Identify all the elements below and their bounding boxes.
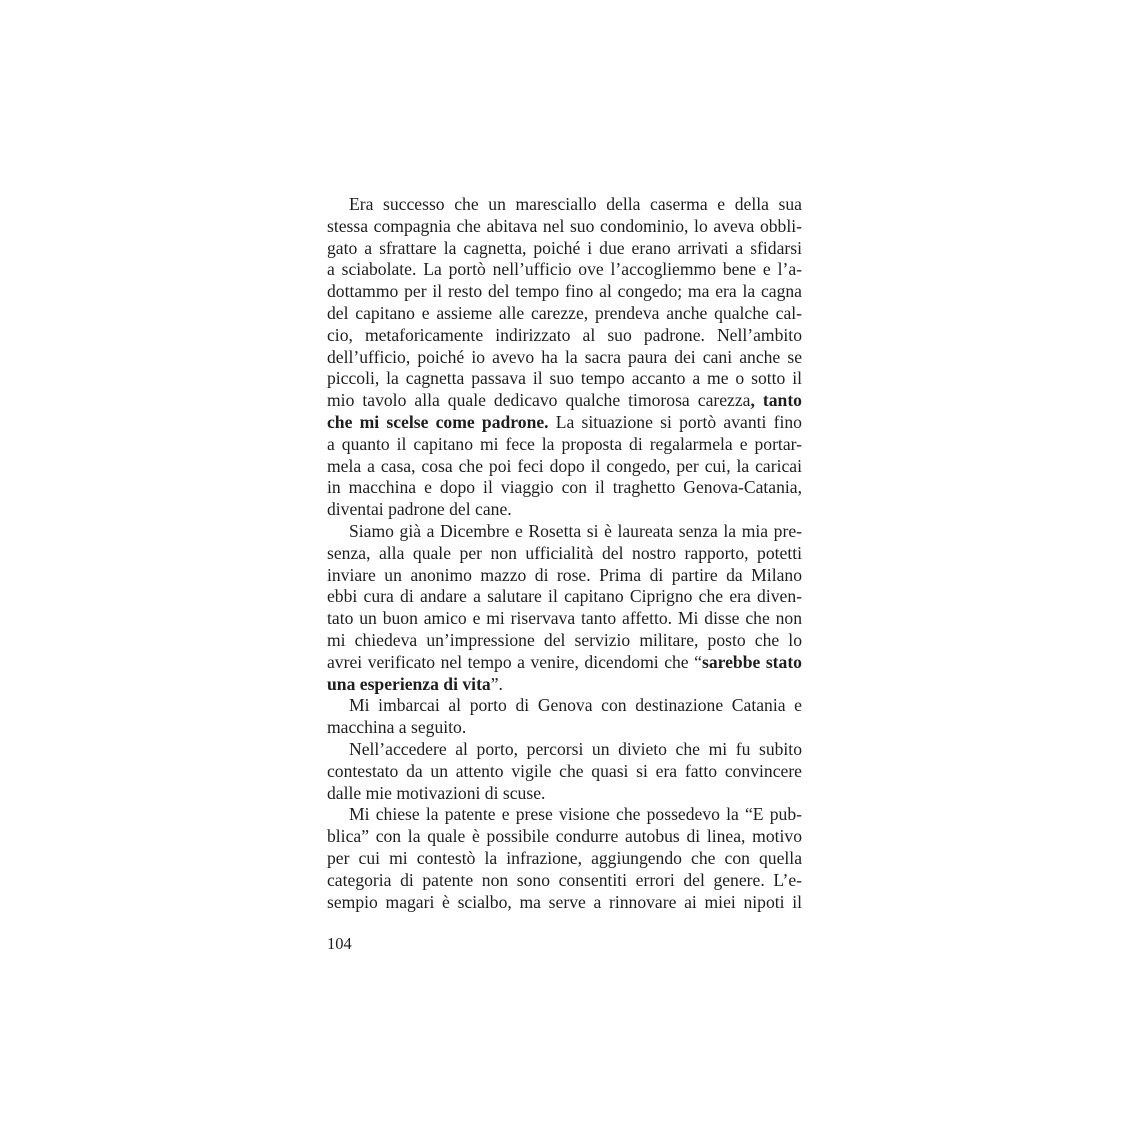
text-line: Mi chiese la patente e prese visione che possedevo la “E pub- <box>349 804 802 825</box>
text-line: Nell’accedere al porto, percorsi un divieto che mi fu subito <box>349 738 802 759</box>
text-line: Era successo che un maresciallo della caserma e della sua <box>349 194 802 214</box>
text-line: mela a casa, cosa che poi feci dopo il congedo, per cui, la caricai <box>327 455 802 476</box>
text-line: sempio magari è scialbo, ma serve a rinnovare ai miei nipoti il <box>327 891 802 912</box>
text-line: cio, metaforicamente indirizzato al suo padrone. Nell’ambito <box>327 324 802 345</box>
text-line: senza, alla quale per non ufficialità del nostro rapporto, potetti <box>327 542 802 563</box>
bold-emphasis: che mi scelse come padrone. <box>327 411 549 432</box>
text-line: piccoli, la cagnetta passava il suo tempo accanto a me o sotto il <box>327 368 802 389</box>
text-line: dalle mie motivazioni di scuse. <box>327 782 546 803</box>
text-line: una esperienza di vita”. <box>327 673 503 694</box>
text-line: gato a sfrattare la cagnetta, poiché i due erano arrivati a sfidarsi <box>327 237 802 258</box>
text-line: categoria di patente non sono consentiti errori del genere. L’e- <box>327 869 802 890</box>
text-line: mi chiedeva un’impressione del servizio militare, posto che lo <box>327 629 802 650</box>
text-line: dell’ufficio, poiché io avevo ha la sacra paura dei cani anche se <box>327 346 802 367</box>
bold-emphasis: una esperienza di vita <box>327 673 491 694</box>
text-line: macchina a seguito. <box>327 717 467 738</box>
text-line: del capitano e assieme alle carezze, prendeva anche qualche cal- <box>327 302 802 323</box>
bold-emphasis: , tanto <box>750 390 802 411</box>
text-line: inviare un anonimo mazzo di rose. Prima di partire da Milano <box>327 564 802 585</box>
text-line: stessa compagnia che abitava nel suo condominio, lo aveva obbli- <box>327 215 802 236</box>
body-text <box>327 194 802 913</box>
text-line: diventai padrone del cane. <box>327 499 512 520</box>
text-line: a sciabolate. La portò nell’ufficio ove l’accogliemmo bene e l’a- <box>327 259 802 280</box>
text-line: a quanto il capitano mi fece la proposta di regalarmela e portar- <box>327 433 802 454</box>
text-line: avrei verificato nel tempo a venire, dicendomi che “sarebbe stato <box>327 651 802 672</box>
text-line: blica” con la quale è possibile condurre autobus di linea, motivo <box>327 826 802 847</box>
text-line: Mi imbarcai al porto di Genova con destinazione Catania e <box>349 695 802 716</box>
text-line: che mi scelse come padrone. La situazione si portò avanti fino <box>327 411 802 432</box>
bold-emphasis: sarebbe stato <box>701 651 802 672</box>
page-number: 104 <box>327 934 352 953</box>
text-line: in macchina e dopo il viaggio con il traghetto Genova-Catania, <box>327 477 802 498</box>
text-line: tato un buon amico e mi riservava tanto affetto. Mi disse che non <box>327 608 802 629</box>
text-line: dottammo per il resto del tempo fino al congedo; ma era la cagna <box>327 281 802 302</box>
text-line: contestato da un attento vigile che quasi si era fatto convincere <box>327 760 802 781</box>
text-line: mio tavolo alla quale dedicavo qualche timorosa carezza, tanto <box>327 390 802 411</box>
text-line: ebbi cura di andare a salutare il capitano Ciprigno che era diven- <box>327 586 802 607</box>
text-line: Siamo già a Dicembre e Rosetta si è laureata senza la mia pre- <box>349 520 802 541</box>
text-line: per cui mi contestò la infrazione, aggiungendo che con quella <box>327 847 802 868</box>
